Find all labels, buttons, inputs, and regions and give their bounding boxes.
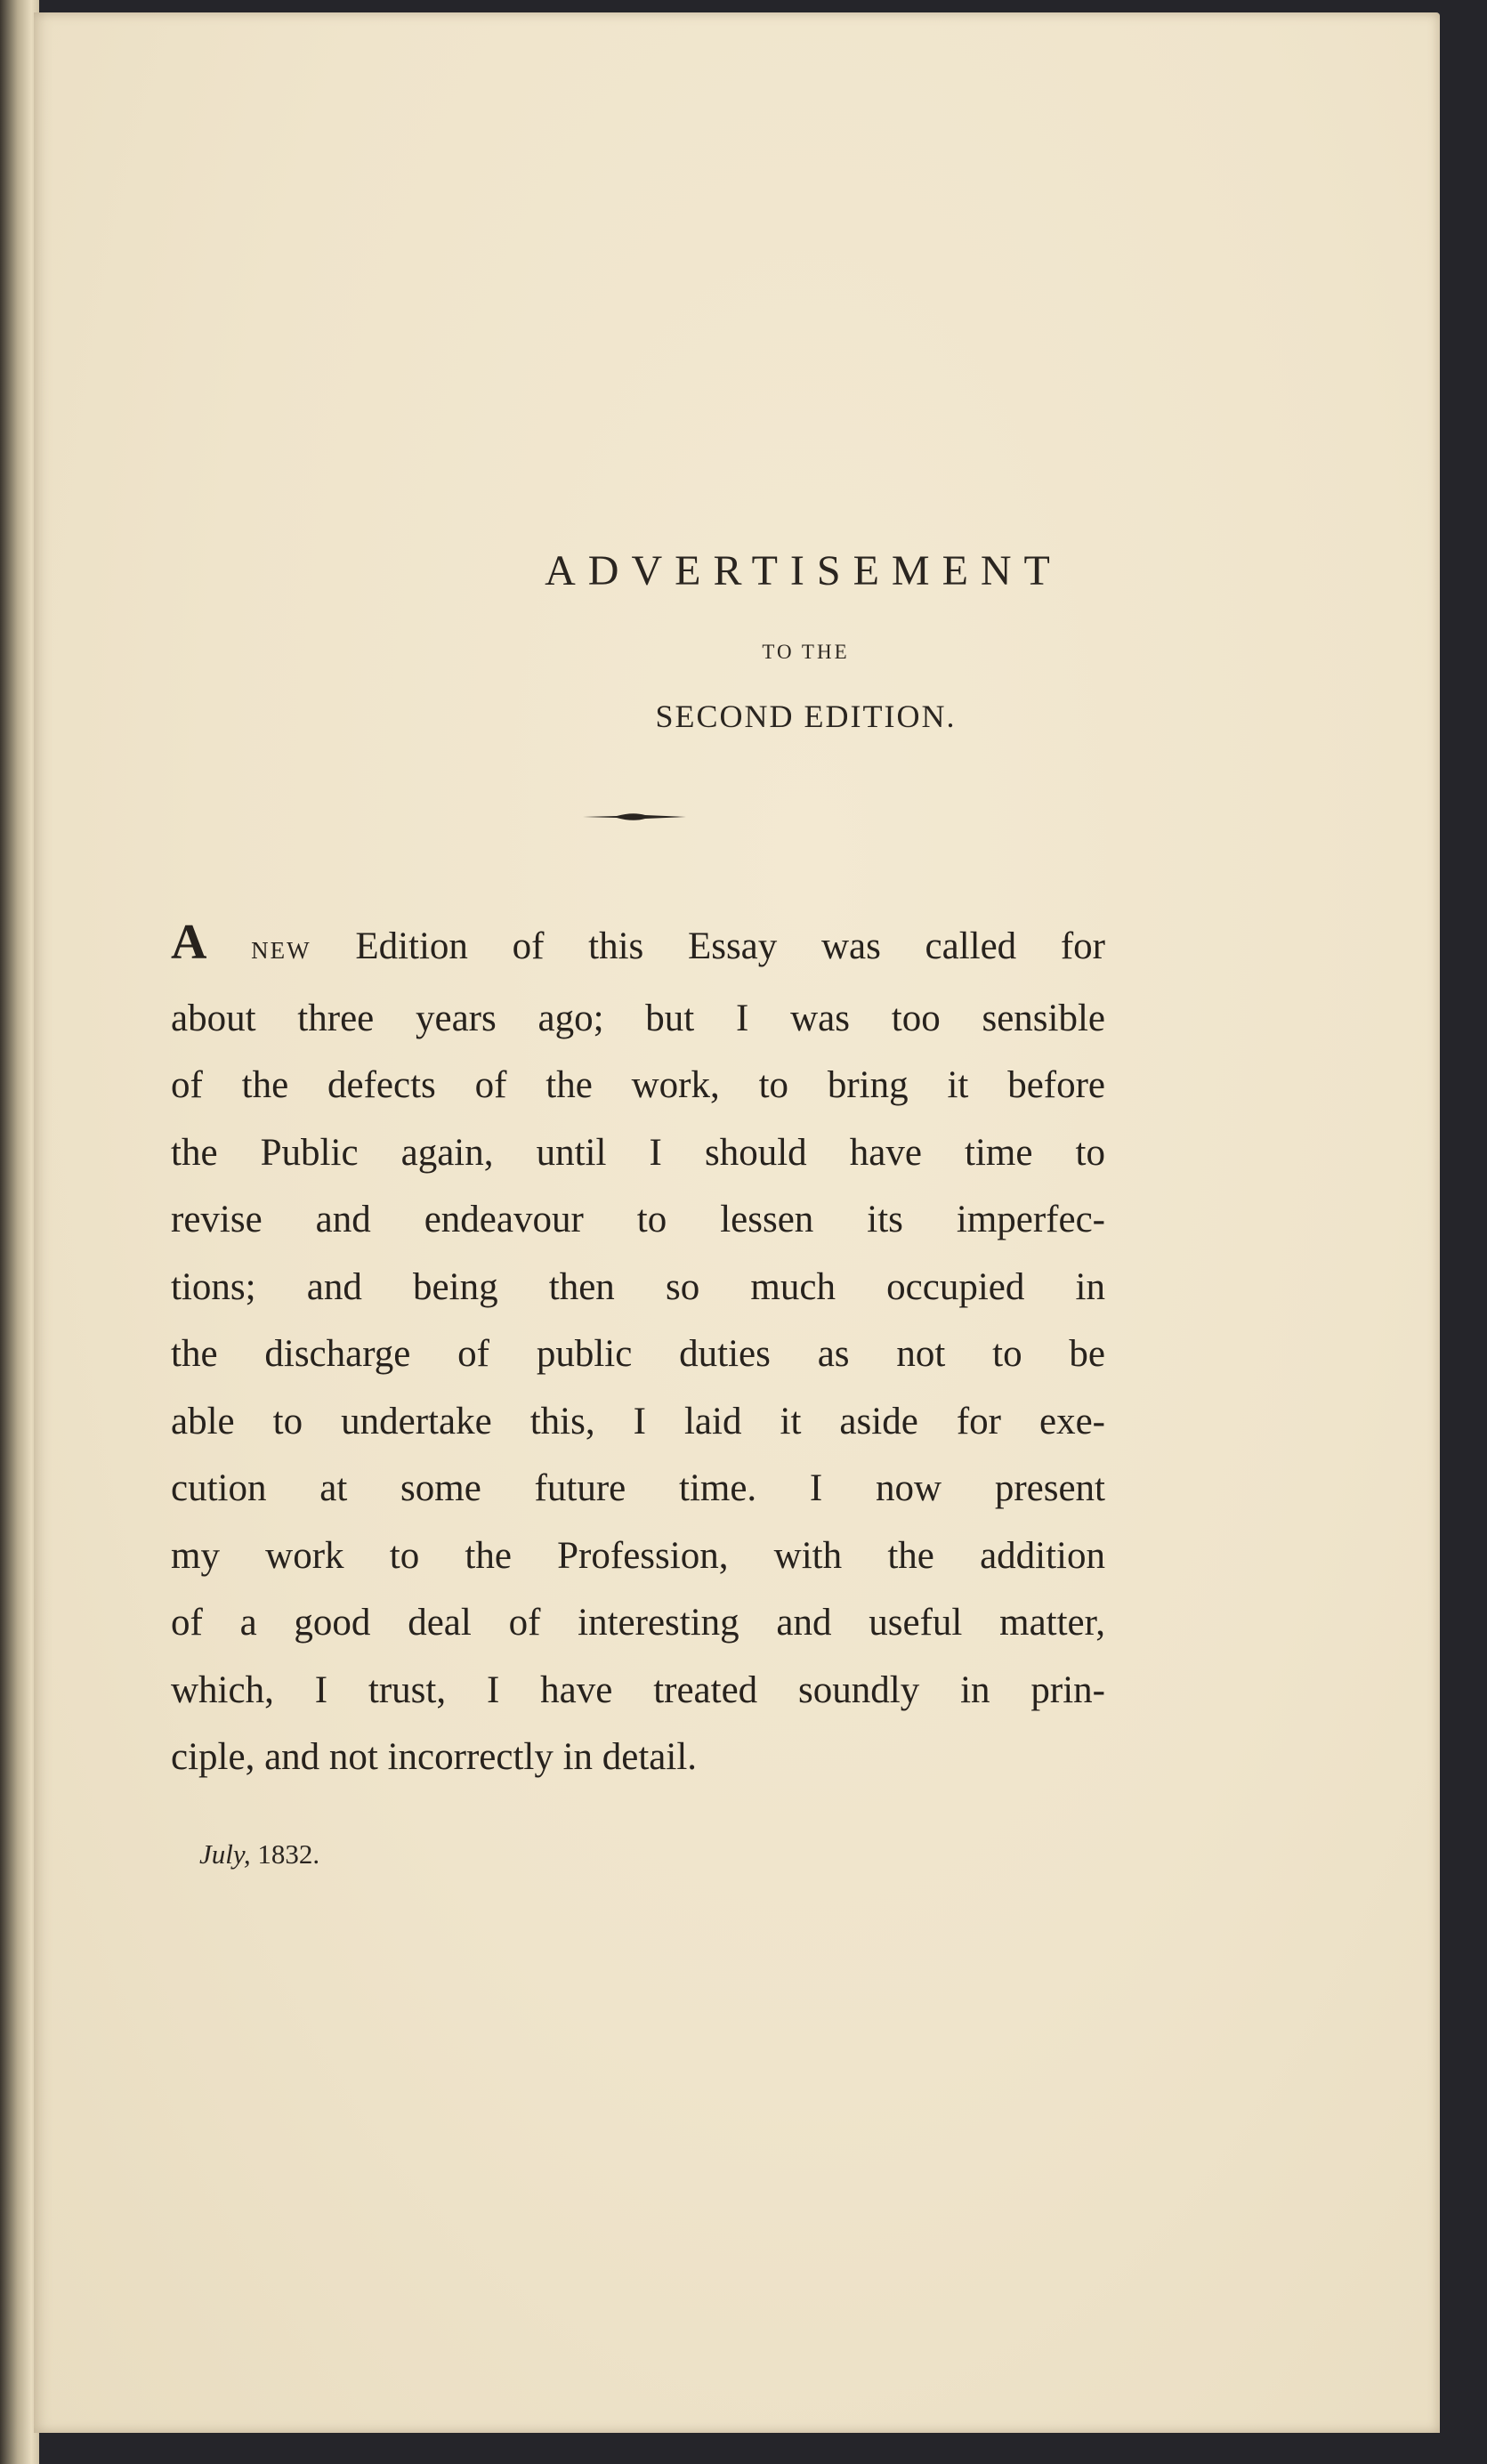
date-month: July, — [199, 1838, 251, 1870]
paragraph-line: which, I trust, I have treated soundly in prin- — [171, 1668, 1105, 1711]
paragraph-line: tions; and being then so much occupied in — [171, 1265, 1105, 1308]
title-connector: TO THE — [762, 641, 850, 663]
paragraph-line: cution at some future time. I now present — [171, 1467, 1105, 1509]
smallcaps-word: NEW — [251, 937, 311, 964]
paragraph-line: able to undertake this, I laid it aside for exe- — [171, 1400, 1105, 1442]
advertisement-paragraph — [171, 909, 1105, 1791]
paragraph-line: ciple, and not incorrectly in detail. — [171, 1736, 698, 1778]
paragraph-line: of the defects of the work, to bring it before — [171, 1064, 1105, 1106]
dateline — [199, 1838, 319, 1870]
paragraph-line: the Public again, until I should have time to — [171, 1131, 1105, 1174]
date-year: 1832. — [257, 1838, 320, 1870]
paragraph-line: of a good deal of interesting and useful matter, — [171, 1602, 1105, 1644]
paragraph-line: the discharge of public duties as not to be — [171, 1333, 1105, 1375]
line-text: Edition of this Essay was called for — [311, 925, 1106, 967]
paragraph-line: my work to the Profession, with the addition — [171, 1534, 1105, 1577]
paragraph-line: revise and endeavour to lessen its imperfec- — [171, 1199, 1105, 1240]
book-page — [34, 12, 1440, 2433]
paragraph-line: about three years ago; but I was too sensible — [171, 997, 1105, 1039]
page-subtitle: SECOND EDITION. — [655, 699, 957, 734]
paragraph-line — [171, 909, 1105, 985]
initial-letter: A — [171, 915, 207, 970]
ornament-rule-icon — [581, 806, 688, 828]
page-title: ADVERTISEMENT — [545, 547, 1063, 594]
